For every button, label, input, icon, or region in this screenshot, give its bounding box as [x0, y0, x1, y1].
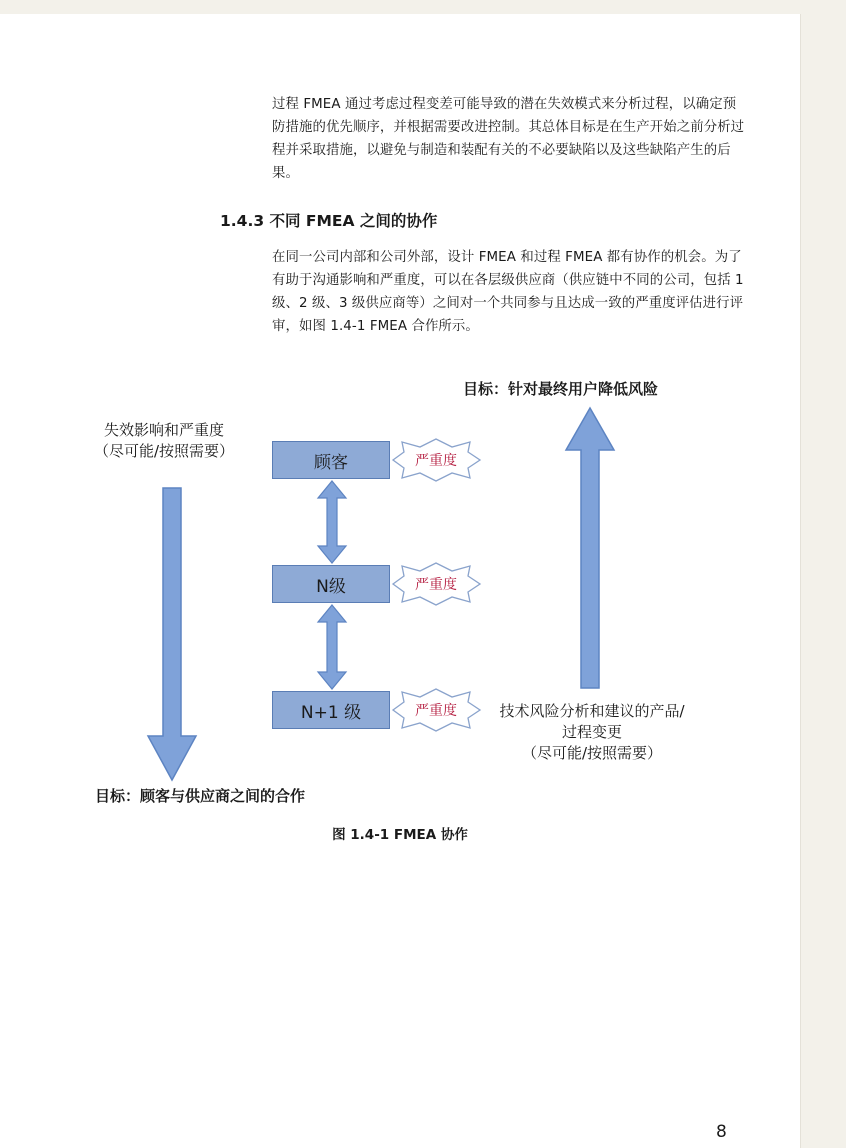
figure-caption: 图 1.4-1 FMEA 协作 [332, 827, 468, 843]
section-heading: 1.4.3 不同 FMEA 之间的协作 [220, 212, 438, 230]
intro-paragraph: 过程 FMEA 通过考虑过程变差可能导致的潜在失效模式来分析过程，以确定预防措施的优先顺序，并根据需要改进控制。其总体目标是在生产开始之前分析过程并采取措施，以避免与制造和装配有关的不必要缺陷以及这些缺陷产生的后果。 [272, 97, 745, 181]
severity-seal-1 [390, 438, 482, 482]
right-label-line2: 过程变更 [561, 723, 622, 741]
tier-n-box: N级 [272, 565, 390, 603]
bottom-goal-label: 目标：顾客与供应商之间的合作 [95, 787, 306, 805]
severity-label-3: 严重度 [415, 703, 457, 719]
right-label-line3: （尽可能/按照需要） [521, 744, 663, 762]
left-label-line1: 失效影响和严重度 [103, 421, 224, 439]
severity-label-1: 严重度 [415, 453, 457, 469]
collaboration-paragraph: 在同一公司内部和公司外部，设计 FMEA 和过程 FMEA 都有协作的机会。为了有助于沟通影响和严重度，可以在各层级供应商（供应链中不同的公司，包括 1 级、2 级、3 级供应商等）之间对一个共同参与且达成一致的严重度评估进行评审，如图 1.4-1 FMEA 合作所示。 [272, 250, 744, 334]
severity-label-2: 严重度 [415, 577, 457, 593]
left-label-line2: （尽可能/按照需要） [93, 442, 235, 460]
top-goal-label: 目标：针对最终用户降低风险 [463, 380, 659, 398]
severity-seal-2 [390, 562, 482, 606]
left-label [72, 420, 256, 462]
double-arrow-1 [316, 480, 348, 564]
right-label-line1: 技术风险分析和建议的产品/ [499, 702, 685, 720]
down-arrow [146, 486, 198, 782]
severity-seal-3 [390, 688, 482, 732]
up-arrow [564, 406, 616, 690]
page-number: 8 [716, 1122, 727, 1142]
double-arrow-2 [316, 604, 348, 690]
right-label [484, 701, 700, 764]
customer-box: 顾客 [272, 441, 390, 479]
tier-n1-box: N+1 级 [272, 691, 390, 729]
